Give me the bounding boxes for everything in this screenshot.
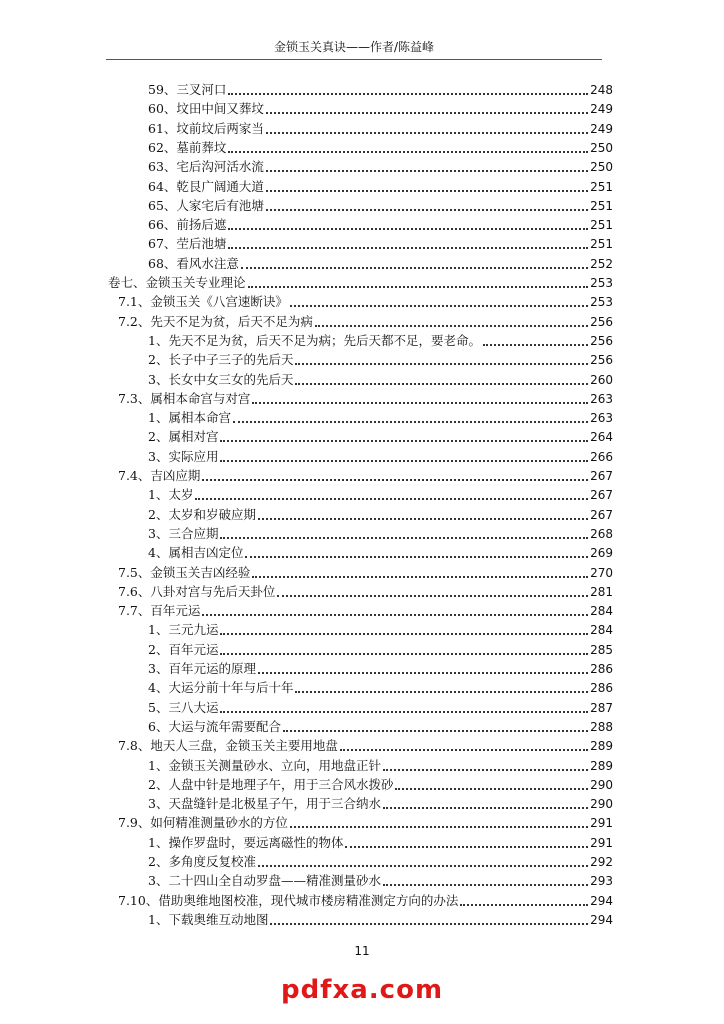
toc-entry[interactable] <box>108 274 613 292</box>
toc-entry[interactable] <box>148 641 613 659</box>
toc-entry[interactable] <box>148 139 613 157</box>
toc-leader-dots <box>241 267 588 269</box>
toc-leader-dots <box>258 865 588 867</box>
toc-leader-dots <box>220 440 588 442</box>
toc-leader-dots <box>483 344 588 346</box>
toc-entry-page: 284 <box>590 604 613 619</box>
toc-leader-dots <box>290 826 588 828</box>
toc-entry[interactable] <box>148 81 613 99</box>
toc-entry-label: 1、三元九运 <box>148 622 219 638</box>
toc-leader-dots <box>383 807 588 809</box>
toc-entry[interactable] <box>118 892 613 910</box>
toc-entry-page: 249 <box>590 102 613 117</box>
toc-entry[interactable] <box>148 853 613 871</box>
toc-entry[interactable] <box>148 486 613 504</box>
toc-entry-label: 66、前扬后遮 <box>148 217 227 233</box>
toc-entry-label: 3、百年元运的原理 <box>148 661 256 676</box>
toc-entry-label: 7.9、如何精准测量砂水的方位 <box>118 815 288 831</box>
toc-entry-page: 249 <box>590 121 613 136</box>
toc-leader-dots <box>266 132 588 134</box>
toc-entry-label: 68、看风水注意 <box>148 255 239 271</box>
toc-entry-label: 3、实际应用 <box>148 448 219 464</box>
toc-entry-page: 251 <box>590 237 613 252</box>
toc-leader-dots <box>228 93 588 95</box>
toc-leader-dots <box>228 247 588 249</box>
toc-entry-label: 2、太岁和岁破应期 <box>148 506 256 522</box>
toc-entry-label: 59、三叉河口 <box>148 82 227 97</box>
toc-entry-page: 256 <box>590 333 613 348</box>
toc-leader-dots <box>277 595 588 597</box>
toc-entry-page: 290 <box>590 797 613 812</box>
toc-entry[interactable] <box>118 467 613 485</box>
toc-entry-page: 267 <box>590 507 613 522</box>
toc-entry-page: 267 <box>590 469 613 483</box>
toc-leader-dots <box>266 112 588 114</box>
toc-entry[interactable] <box>148 679 613 697</box>
toc-leader-dots <box>290 305 588 307</box>
toc-entry-label: 7.10、借助奥维地图校准，现代城市楼房精准测定方向的办法 <box>118 892 459 908</box>
toc-leader-dots <box>220 653 588 655</box>
toc-leader-dots <box>383 769 588 771</box>
toc-entry[interactable] <box>148 120 613 138</box>
toc-entry[interactable] <box>148 409 613 427</box>
site-watermark: pdfxa.com <box>280 975 444 1005</box>
running-header: 金锁玉关真诀——作者/陈益峰 <box>273 40 435 54</box>
toc-leader-dots <box>258 518 588 520</box>
toc-entry-page: 253 <box>590 295 613 310</box>
toc-entry-page: 256 <box>590 314 613 329</box>
toc-entry-page: 287 <box>590 700 613 715</box>
toc-entry-label: 1、太岁 <box>148 487 194 503</box>
toc-entry-page: 250 <box>590 160 613 175</box>
toc-entry[interactable] <box>148 660 613 678</box>
toc-entry-label: 7.2、先天不足为贫，后天不足为病 <box>118 313 313 329</box>
toc-entry-page: 286 <box>590 681 613 696</box>
toc-leader-dots <box>345 846 588 848</box>
toc-leader-dots <box>220 460 588 462</box>
toc-leader-dots <box>295 383 588 385</box>
toc-entry-page: 293 <box>590 874 613 889</box>
toc-entry[interactable] <box>148 718 613 736</box>
toc-entry-page: 281 <box>590 584 613 599</box>
toc-entry-page: 294 <box>590 912 613 927</box>
toc-entry-label: 1、先天不足为贫，后天不足为病；先后天都不足，要老命。 <box>148 332 481 348</box>
toc-leader-dots <box>270 923 588 925</box>
toc-entry-page: 251 <box>590 179 613 194</box>
toc-entry[interactable] <box>118 293 613 311</box>
toc-leader-dots <box>295 363 588 365</box>
toc-entry-page: 251 <box>590 198 613 213</box>
toc-entry[interactable] <box>148 371 613 389</box>
toc-entry-page: 291 <box>590 835 613 850</box>
toc-entry-page: 294 <box>590 893 613 908</box>
toc-leader-dots <box>395 788 588 790</box>
toc-entry-page: 289 <box>590 739 613 754</box>
toc-entry-page: 256 <box>590 353 613 368</box>
toc-entry-label: 1、操作罗盘时，要远离磁性的物体 <box>148 834 344 850</box>
toc-entry[interactable] <box>148 544 613 562</box>
toc-entry[interactable] <box>118 602 613 620</box>
toc-entry-label: 2、长子中子三子的先后天 <box>148 352 294 368</box>
toc-entry[interactable] <box>148 178 613 196</box>
toc-leader-dots <box>340 749 588 751</box>
toc-entry-page: 263 <box>590 391 613 406</box>
toc-entry[interactable] <box>148 158 613 176</box>
toc-entry-label: 7.6、八卦对宫与先后天卦位 <box>118 583 276 599</box>
toc-leader-dots <box>315 325 588 327</box>
toc-entry[interactable] <box>148 197 613 215</box>
toc-entry[interactable] <box>118 814 613 832</box>
toc-leader-dots <box>266 209 588 211</box>
toc-entry[interactable] <box>148 506 613 524</box>
toc-entry[interactable] <box>118 583 613 601</box>
toc-entry[interactable] <box>148 255 613 273</box>
toc-entry-page: 268 <box>590 526 613 541</box>
toc-entry-label: 6、大运与流年需要配合 <box>148 718 281 734</box>
toc-leader-dots <box>220 711 588 713</box>
toc-entry[interactable] <box>148 525 613 543</box>
toc-entry-page: 253 <box>590 276 613 290</box>
toc-entry-label: 5、三八大运 <box>148 699 219 715</box>
toc-entry-label: 2、多角度反复校准 <box>148 854 256 869</box>
toc-entry[interactable] <box>148 776 613 794</box>
toc-entry[interactable] <box>148 235 613 253</box>
toc-entry-page: 251 <box>590 218 613 233</box>
toc-entry-label: 7.1、金锁玉关《八宫速断诀》 <box>118 294 288 310</box>
toc-entry[interactable] <box>118 737 613 755</box>
toc-entry-page: 286 <box>590 662 613 676</box>
toc-leader-dots <box>195 498 588 500</box>
toc-entry-label: 卷七、金锁玉关专业理论 <box>108 275 246 290</box>
toc-entry[interactable] <box>148 699 613 717</box>
toc-entry-page: 267 <box>590 488 613 503</box>
header-rule <box>106 59 602 60</box>
toc-entry-page: 252 <box>590 256 613 271</box>
toc-entry[interactable] <box>148 621 613 639</box>
toc-entry-label: 7.3、属相本命宫与对宫 <box>118 390 251 406</box>
toc-leader-dots <box>252 576 588 578</box>
page-number: 11 <box>354 944 370 958</box>
toc-leader-dots <box>228 151 588 153</box>
toc-entry[interactable] <box>118 390 613 408</box>
toc-entry-page: 263 <box>590 411 613 426</box>
toc-leader-dots <box>252 402 588 404</box>
toc-entry-label: 1、属相本命宫 <box>148 410 231 426</box>
toc-entry-label: 1、金锁玉关测量砂水、立向，用地盘正针 <box>148 757 381 773</box>
toc-entry-label: 60、坟田中间又葬坟 <box>148 101 264 117</box>
toc-entry-label: 2、人盘中针是地理子午，用于三合风水拨砂 <box>148 776 394 792</box>
toc-entry-page: 285 <box>590 642 613 657</box>
toc-entry[interactable] <box>118 564 613 582</box>
toc-entry-page: 288 <box>590 719 613 734</box>
toc-leader-dots <box>266 190 588 192</box>
toc-entry-page: 290 <box>590 777 613 792</box>
toc-entry-page: 289 <box>590 758 613 773</box>
toc-entry[interactable] <box>148 428 613 446</box>
toc-entry-label: 3、天盘缝针是北极星子午，用于三合纳水 <box>148 796 381 812</box>
toc-entry-label: 3、长女中女三女的先后天 <box>148 371 294 387</box>
toc-leader-dots <box>233 421 588 423</box>
toc-entry-page: 264 <box>590 430 613 445</box>
toc-entry-label: 7.8、地天人三盘，金锁玉关主要用地盘 <box>118 738 338 754</box>
toc-entry[interactable] <box>148 216 613 234</box>
toc-leader-dots <box>202 479 588 481</box>
toc-entry-page: 248 <box>590 83 613 97</box>
toc-leader-dots <box>258 672 588 674</box>
toc-entry-page: 291 <box>590 816 613 831</box>
toc-leader-dots <box>295 691 588 693</box>
toc-leader-dots <box>202 614 588 616</box>
toc-leader-dots <box>283 730 588 732</box>
toc-leader-dots <box>220 537 588 539</box>
toc-entry-page: 266 <box>590 449 613 464</box>
toc-entry-label: 7.7、百年元运 <box>118 603 201 619</box>
toc-entry[interactable] <box>148 795 613 813</box>
toc-leader-dots <box>228 228 588 230</box>
toc-leader-dots <box>248 286 589 288</box>
toc-entry-label: 4、属相吉凶定位 <box>148 545 244 561</box>
toc-entry[interactable] <box>148 757 613 775</box>
toc-entry-label: 7.5、金锁玉关吉凶经验 <box>118 564 251 580</box>
toc-entry-page: 284 <box>590 623 613 638</box>
toc-entry[interactable] <box>148 448 613 466</box>
toc-entry[interactable] <box>118 313 613 331</box>
toc-entry-label: 3、二十四山全自动罗盘——精准测量砂水 <box>148 873 381 889</box>
toc-entry[interactable] <box>148 100 613 118</box>
toc-entry[interactable] <box>148 872 613 890</box>
toc-leader-dots <box>460 904 588 906</box>
toc-entry-label: 63、宅后沟河活水流 <box>148 159 264 175</box>
toc-entry-page: 269 <box>590 546 613 561</box>
toc-entry-page: 292 <box>590 855 613 869</box>
toc-entry-label: 1、下载奥维互动地图 <box>148 911 269 927</box>
toc-entry-label: 64、乾艮广阔通大道 <box>148 178 264 194</box>
toc-entry-label: 61、坟前坟后两家当 <box>148 120 264 136</box>
toc-entry[interactable] <box>148 332 613 350</box>
toc-entry-label: 4、大运分前十年与后十年 <box>148 680 294 696</box>
toc-entry-page: 250 <box>590 140 613 155</box>
toc-entry-label: 7.4、吉凶应期 <box>118 468 201 483</box>
toc-leader-dots <box>245 556 588 558</box>
toc-entry-label: 2、百年元运 <box>148 641 219 657</box>
toc-entry-label: 3、三合应期 <box>148 525 219 541</box>
toc-entry-page: 260 <box>590 372 613 387</box>
toc-entry[interactable] <box>148 834 613 852</box>
toc-leader-dots <box>220 633 588 635</box>
toc-entry-page: 270 <box>590 565 613 580</box>
toc-entry-label: 67、茔后池塘 <box>148 236 227 252</box>
toc-entry[interactable] <box>148 351 613 369</box>
toc-leader-dots <box>266 170 588 172</box>
toc-entry-label: 2、属相对宫 <box>148 429 219 445</box>
toc-leader-dots <box>383 884 588 886</box>
toc-entry[interactable] <box>148 911 613 929</box>
toc-entry-label: 65、人家宅后有池塘 <box>148 197 264 213</box>
toc-entry-label: 62、墓前葬坟 <box>148 139 227 155</box>
